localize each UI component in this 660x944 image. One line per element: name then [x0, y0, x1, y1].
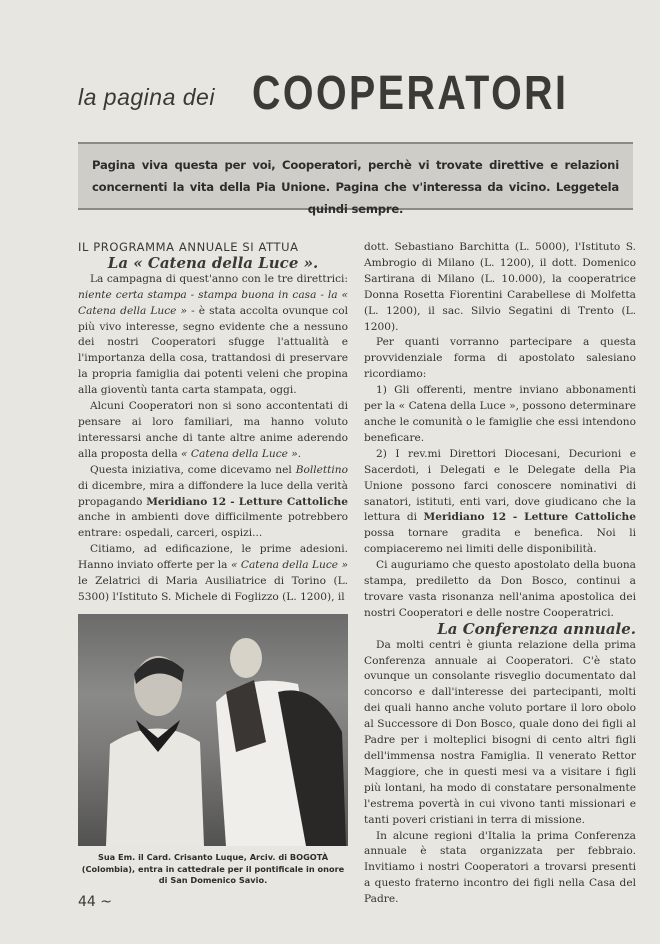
photo-caption: Sua Em. il Card. Crisanto Luque, Arciv. di BOGOTÀ (Colombia), entra in cattedrale per il pontificale in onore di San Domenico Savio.	[81, 852, 345, 885]
page-header	[78, 66, 638, 126]
intro-text: Pagina viva questa per voi, Cooperatori, perchè vi trovate direttive e relazioni concernenti la vita della Pia Unione. Pagina che v'interessa da vicino. Leggetela quindi sempre.	[92, 158, 619, 216]
cardinal-figure	[206, 622, 346, 846]
paragraph: Da molti centri è giunta relazione della prima Conferenza annuale ai Cooperatori. C'è stato ovunque un consolante risveglio documentato dal concorso e dall'interesse dei partecipanti, molti dei quali hanno anche voluto portare il loro obolo al Successore di Don Bosco, quale dono dei figli al Padre per i molteplici bisogni di cento altri figli dell'immensa nostra Famiglia. Il venerato Rettor Maggiore, che in questi mesi va a visitare i figli più lontani, ha modo di constatare personalmente l'estrema povertà in cui vivono tanti missionari e tanti poveri cristiani in terra di missione.	[364, 638, 636, 826]
paragraph: Questa iniziativa, come dicevamo nel Bollettino di dicembre, mira a diffondere la luce della verità propagando Meridiano 12 - Letture Cattoliche anche in ambienti dove difficilmente potrebbero entrare: ospedali, carceri, ospizi...	[78, 463, 348, 540]
paragraph: Citiamo, ad edificazione, le prime adesioni. Hanno inviato offerte per la « Catena della Luce » le Zelatrici di Maria Ausiliatrice di Torino (L. 5300) l'Istituto S. Michele di Foglizzo (L. 1200), il	[78, 543, 348, 603]
paragraph: Alcuni Cooperatori non si sono accontentati di pensare ai loro familiari, ma hanno voluto interessarsi anche di tante altre anime aderendo alla proposta della « Catena della Luce ».	[78, 400, 348, 460]
paragraph: Ci auguriamo che questo apostolato della buona stampa, prediletto da Don Bosco, continui a trovare vasta risonanza nell'anima apostolica dei nostri Cooperatori e delle nostre Cooperatrici.	[364, 559, 636, 619]
paragraph: 1) Gli offerenti, mentre inviano abbonamenti per la « Catena della Luce », possono determinare anche le comunità o le famiglie che essi intendono beneficare.	[364, 384, 636, 444]
paragraph: In alcune regioni d'Italia la prima Conferenza annuale è stata organizzata per febbraio. Invitiamo i nostri Cooperatori a trovarsi presenti a questo fraterno incontro dei figli nella Casa del Padre.	[364, 829, 636, 906]
paragraph: 2) I rev.mi Direttori Diocesani, Decurioni e Sacerdoti, i Delegati e le Delegate della Pia Unione possono farci conoscere nominativi di sanatori, istituti, enti vari, dove giudicano che la lettura di Meridiano 12 - Letture Cattoliche possa tornare gradita e benefica. Noi li compiaceremo nei limiti delle disponibilità.	[364, 447, 636, 556]
header-title: COOPERATORI	[252, 67, 569, 120]
section-heading: IL PROGRAMMA ANNUALE SI ATTUA	[78, 240, 299, 254]
paragraph: La campagna di quest'anno con le tre direttrici: niente certa stampa - stampa buona in casa - la « Catena della Luce » - è stata accolta ovunque col più vivo interesse, segno evidente che a nessuno dei nostri Cooperatori sfugge l'attualità e l'importanza della cosa, trattandosi di preservare la propria famiglia dai potenti veleni che propina alla gioventù tanta carta stampata, oggi.	[78, 272, 348, 397]
paragraph: dott. Sebastiano Barchitta (L. 5000), l'Istituto S. Ambrogio di Milano (L. 1200), il dott. Domenico Sartirana di Milano (L. 10.000), la cooperatrice Donna Rosetta Fiorentini Carabellese di Molfetta (L. 1200), il sac. Silvio Segatini di Trento (L. 1200).	[364, 241, 636, 333]
intro-box	[78, 142, 633, 216]
article-title: La « Catena della Luce ».	[107, 253, 319, 272]
page-number: 44 ~	[78, 894, 112, 910]
left-column	[78, 240, 348, 606]
paragraph: Per quanti vorranno partecipare a questa provvidenziale forma di apostolato salesiano ricordiamo:	[364, 336, 636, 381]
article-title-conference: La Conferenza annuale.	[437, 619, 636, 638]
header-prefix: la pagina dei	[78, 84, 215, 110]
photo-cardinal	[78, 614, 348, 846]
right-column	[364, 240, 636, 908]
altar-boy-figure	[96, 634, 206, 846]
